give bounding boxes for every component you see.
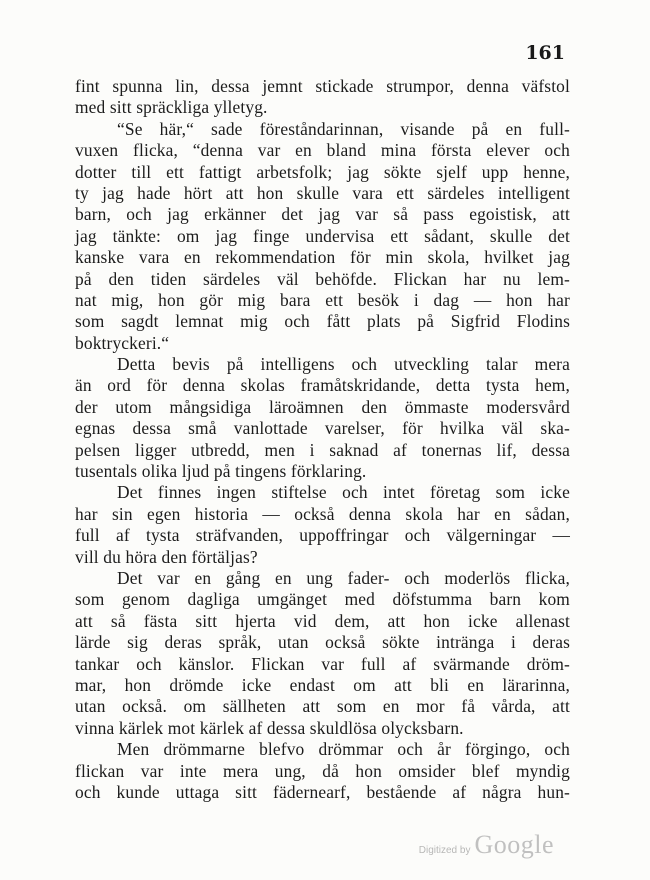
digitized-watermark [419,830,554,860]
text-line: vuxen flicka, “denna var en bland mina första elever och [75,140,570,161]
text-line: flickan var inte mera ung, då hon omsider blef myndig [75,760,570,781]
text-line: der utom mångsidiga läroämnen den ömmaste modersvård [75,396,570,417]
google-logo: Google [474,830,554,859]
text-line: vill du höra den förtäljas? [75,546,258,567]
text-line: mar, hon drömde icke endast om att bli en lärarinna, [75,674,570,695]
text-line: på den tiden särdeles väl behöfde. Flickan har nu lem- [75,268,570,289]
text-line: som genom dagliga umgänget med döfstumma barn kom [75,589,570,610]
text-line: ty jag hade hört att hon skulle vara ett särdeles intelligent [75,182,570,203]
text-line: och kunde uttaga sitt fädernearf, bestående af några hun- [75,781,570,802]
text-line: tankar och känslor. Flickan var full af svärmande dröm- [75,653,570,674]
text-line: barn, och jag erkänner det jag var så pass egoistisk, att [75,204,570,225]
text-line: lärde sig deras språk, utan också sökte intränga i deras [75,632,570,653]
text-line: “Se här,“ sade föreståndarinnan, visande på en full- [117,118,570,139]
text-line: än ord för denna skolas framåtskridande, detta tysta hem, [75,375,570,396]
text-line: tusentals olika ljud på tingens förklaring. [75,461,367,482]
text-line: nat mig, hon gör mig bara ett besök i dag — hon har [75,289,570,310]
text-line: boktryckeri.“ [75,332,170,353]
text-line: Detta bevis på intelligens och utveckling talar mera [117,354,570,375]
text-line: pelsen ligger utbredd, men i saknad af tonernas lif, dessa [75,439,570,460]
text-line: jag tänkte: om jag finge undervisa ett sådant, skulle det [75,225,570,246]
text-line: Det var en gång en ung fader- och moderlös flicka, [117,567,570,588]
body-text [75,76,570,803]
text-line: fint spunna lin, dessa jemnt stickade strumpor, denna väfstol [75,76,570,96]
page-number: 161 [525,42,565,64]
text-line: utan också. om sällheten att som en mor få vårda, att [75,696,570,717]
text-line: kanske vara en rekommendation för min skola, hvilket jag [75,247,570,268]
text-line: med sitt spräckliga ylletyg. [75,97,268,118]
text-line: vinna kärlek mot kärlek af dessa skuldlösa olycksbarn. [75,717,464,738]
text-line: har sin egen historia — också denna skola har en sådan, [75,503,570,524]
text-line: full af tysta sträfvanden, uppoffringar och välgerningar — [75,525,570,546]
text-line: dotter till ett fattigt arbetsfolk; jag sökte sjelf upp henne, [75,161,570,182]
text-line: egnas dessa små vanlottade varelser, för hvilka väl ska- [75,418,570,439]
digitized-label: Digitized by [418,845,471,856]
text-line: Men drömmarne blefvo drömmar och år förgingo, och [117,739,570,760]
text-line: Det finnes ingen stiftelse och intet företag som icke [117,482,570,503]
text-line: att så fästa sitt hjerta vid dem, att hon icke allenast [75,610,570,631]
text-line: som sagdt lemnat mig och fått plats på Sigfrid Flodins [75,311,570,332]
